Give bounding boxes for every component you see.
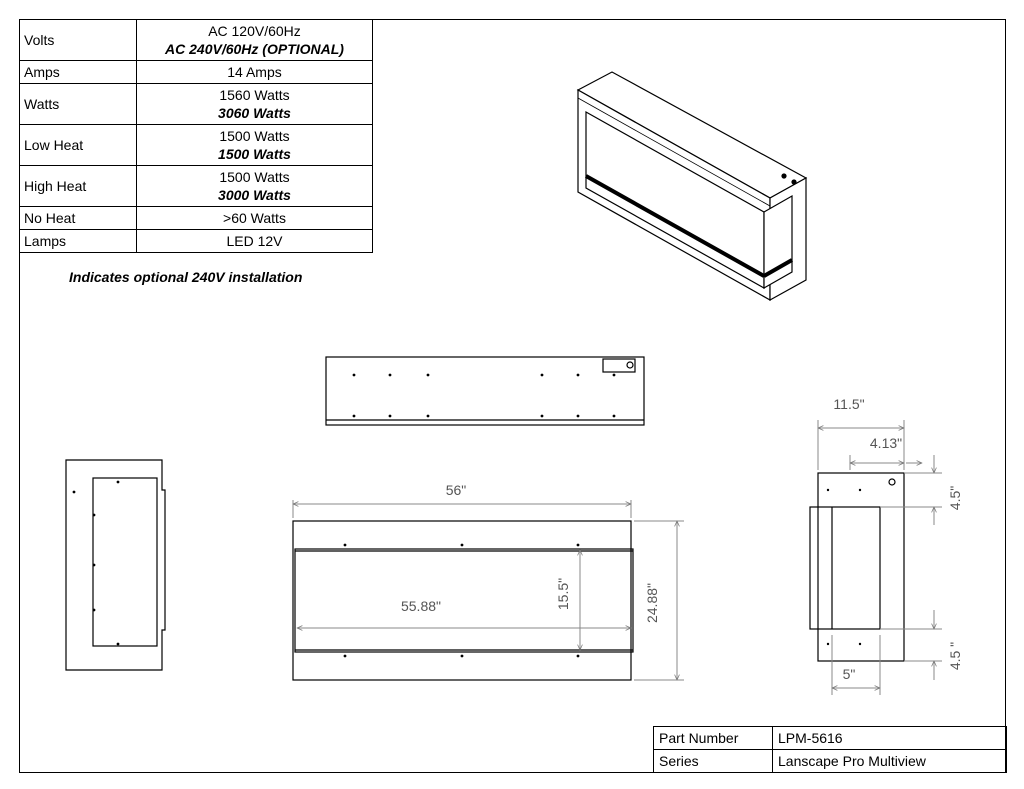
dim-label-glass-width: 55.88" [400, 598, 442, 614]
spec-standard-value: >60 Watts [137, 207, 373, 230]
dim-label-top-offset: 4.5" [947, 485, 963, 511]
spec-standard-value: AC 120V/60Hz [208, 23, 301, 39]
part-number-value: LPM-5616 [773, 727, 1007, 750]
iso-switch [782, 174, 786, 178]
spec-optional-value: 3060 Watts [218, 105, 291, 121]
dim-label-glass-height: 15.5" [555, 577, 571, 611]
top-view-control-box [603, 359, 635, 372]
isometric-view [578, 72, 806, 300]
top-view [326, 357, 644, 425]
dim-label-depth: 11.5" [833, 396, 865, 412]
right-side-view [810, 473, 904, 661]
spec-optional-value: 1500 Watts [218, 146, 291, 162]
spec-standard-value: 1500 Watts [219, 169, 290, 185]
right-side-knob [889, 479, 895, 485]
spec-standard-value: 14 Amps [137, 61, 373, 84]
series-label: Series [654, 750, 773, 773]
title-block-row [654, 727, 1007, 750]
title-block-row [654, 750, 1007, 773]
spec-label: Watts [20, 84, 137, 125]
spec-standard-value: 1500 Watts [219, 128, 290, 144]
iso-switch [792, 180, 796, 184]
part-number-label: Part Number [654, 727, 773, 750]
spec-optional-value: AC 240V/60Hz (OPTIONAL) [165, 41, 344, 57]
series-value: Lanscape Pro Multiview [773, 750, 1007, 773]
optional-installation-note: Indicates optional 240V installation [69, 269, 303, 285]
left-side-outline [66, 460, 165, 670]
right-side-outline [818, 473, 904, 661]
spec-label: Lamps [20, 230, 137, 253]
title-block [653, 726, 1007, 773]
dim-label-overall-width: 56" [445, 482, 467, 498]
spec-label: Low Heat [20, 125, 137, 166]
spec-label: High Heat [20, 166, 137, 207]
left-side-view [66, 460, 165, 670]
left-side-screws [73, 481, 120, 646]
dimension-lines [293, 420, 942, 695]
spec-standard-value: LED 12V [137, 230, 373, 253]
top-view-outline [326, 357, 644, 425]
front-view [293, 521, 633, 680]
front-glass [295, 549, 633, 652]
spec-optional-value: 3000 Watts [218, 187, 291, 203]
dim-label-overall-height: 24.88" [644, 582, 660, 624]
top-view-knob [627, 362, 633, 368]
right-side-glass-box [810, 507, 880, 629]
front-screws [344, 544, 580, 658]
spec-standard-value: 1560 Watts [219, 87, 290, 103]
spec-label: No Heat [20, 207, 137, 230]
spec-label: Volts [20, 20, 137, 61]
dim-label-side-width: 5" [842, 666, 856, 682]
dim-label-bottom-offset: 4.5 " [947, 641, 963, 671]
dim-label-depth-offset: 4.13" [869, 435, 903, 451]
left-side-panel [93, 478, 157, 646]
spec-label: Amps [20, 61, 137, 84]
top-view-screws [353, 374, 616, 418]
